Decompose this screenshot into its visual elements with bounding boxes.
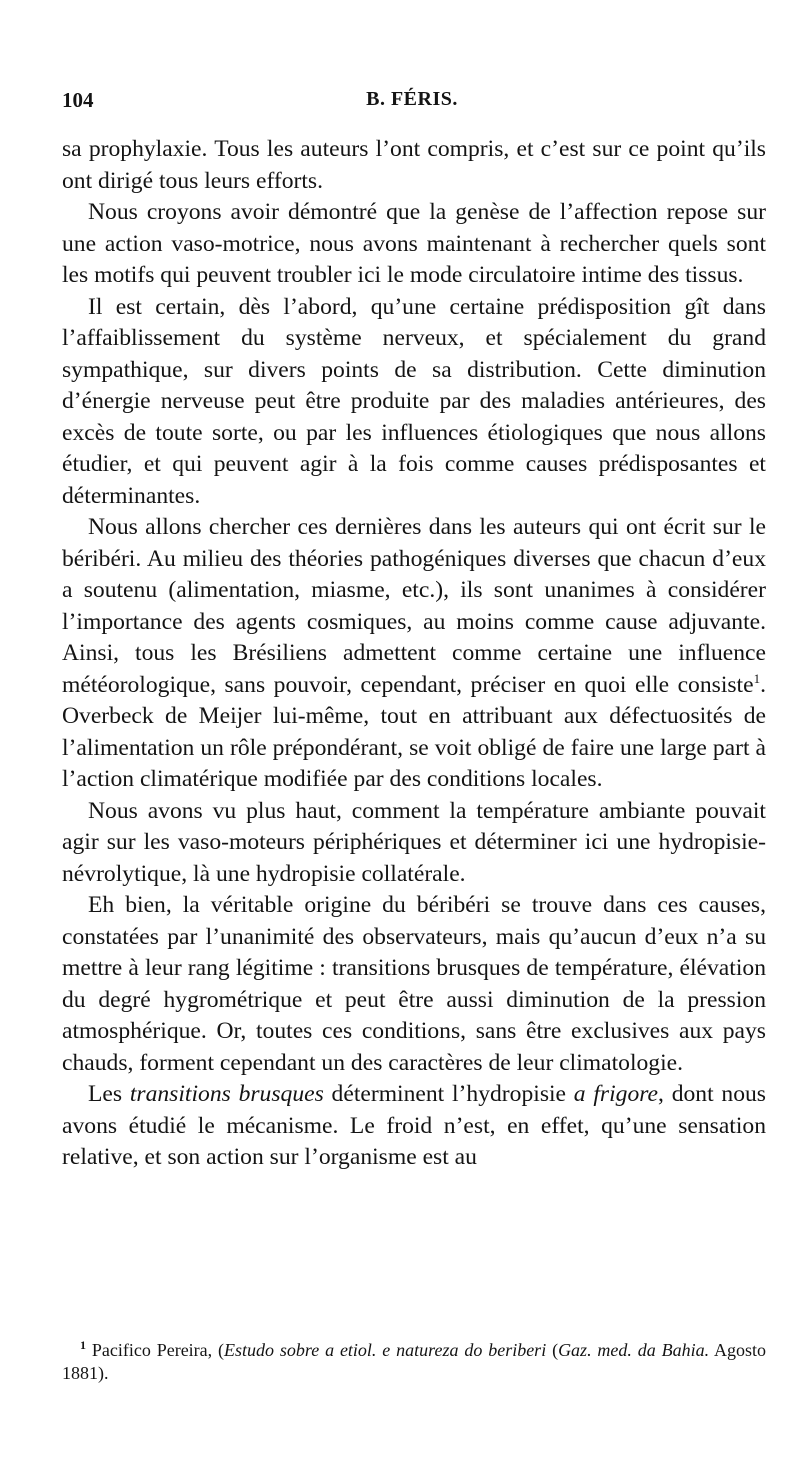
- footnote-reference: 1: [753, 670, 761, 686]
- paragraph-6: Eh bien, la véritable origine du béribéri se trouve dans ces causes, constatées par l’unanimité des observateurs, mais qu’aucun d’eux n’a su mettre à leur rang légitime : transitions brusques de température, élévation du degré hygrométrique et peut être aussi diminution de la pression atmosphérique. Or, toutes ces conditions, sans être exclusives aux pays chauds, forment cependant un des caractères de leur climatologie.: [62, 892, 766, 1076]
- running-head: [62, 88, 762, 118]
- paragraph-7-end: , dont nous avons étudié le mécanisme. Le froid n’est, en effet, qu’une sensation relative, et son action sur l’organisme est au: [62, 1081, 766, 1170]
- footnote-date: Agosto 1881).: [62, 1340, 767, 1383]
- footnote-journal: Gaz. med. da Bahia.: [558, 1340, 710, 1360]
- paragraph-5: Nous avons vu plus haut, comment la température ambiante pouvait agir sur les vaso-moteurs périphériques et déterminer ici une hydropisie-névrolytique, là une hydropisie collatérale.: [62, 797, 766, 887]
- paragraph-1: sa prophylaxie. Tous les auteurs l’ont compris, et c’est sur ce point qu’ils ont dirigé tous leurs efforts.: [62, 136, 766, 194]
- body-text: [62, 134, 766, 1174]
- paragraph-7: [62, 1079, 766, 1174]
- paragraph-7-emphasis-a-frigore: a frigore: [573, 1081, 659, 1107]
- paragraph-7-middle: déterminent l’hydropisie: [323, 1081, 574, 1107]
- footnote-marker: 1: [80, 1338, 86, 1352]
- footnote: [62, 1339, 766, 1385]
- paragraph-7-start: Les: [88, 1081, 130, 1107]
- page-number: 104: [62, 88, 94, 112]
- paragraph-4-text-b: . Overbeck de Meijer lui-même, tout en attribuant aux défectuosités de l’alimentation un rôle prépondérant, se voit obligé de faire une large part à l’action climatérique modifiée par des conditions locales.: [62, 671, 766, 792]
- footnote-paren: (: [546, 1340, 559, 1360]
- paragraph-3: Il est certain, dès l’abord, qu’une certaine prédisposition gît dans l’affaiblissement du système nerveux, et spécialement du grand sympathique, sur divers points de sa distribution. Cette diminution d’énergie nerveuse peut être produite par des maladies antérieures, des excès de toute sorte, ou par les influences étiologiques que nous allons étudier, et qui peuvent agir à la fois comme causes prédisposantes et déterminantes.: [62, 293, 766, 509]
- paragraph-4: [62, 512, 766, 796]
- footnote-author: Pacifico Pereira, (: [86, 1340, 225, 1360]
- running-title: B. FÉRIS.: [366, 88, 458, 110]
- paragraph-7-emphasis-transitions: transitions brusques: [129, 1081, 324, 1107]
- paragraph-4-text-a: Nous allons chercher ces dernières dans les auteurs qui ont écrit sur le béribéri. Au milieu des théories pathogéniques diverses que chacun d’eux a soutenu (alimentation, miasme, etc.), ils sont unanimes à considérer l’importance des agents cosmiques, au moins comme cause adjuvante. Ainsi, tous les Brésiliens admettent comme certaine une influence météorologique, sans pouvoir, cependant, préciser en quoi elle consiste: [62, 514, 766, 698]
- footnote-title: Estudo sobre a etiol. e natureza do beriberi: [224, 1340, 547, 1360]
- paragraph-2: Nous croyons avoir démontré que la genèse de l’affection repose sur une action vaso-motrice, nous avons maintenant à rechercher quels sont les motifs qui peuvent troubler ici le mode circulatoire intime des tissus.: [62, 199, 766, 288]
